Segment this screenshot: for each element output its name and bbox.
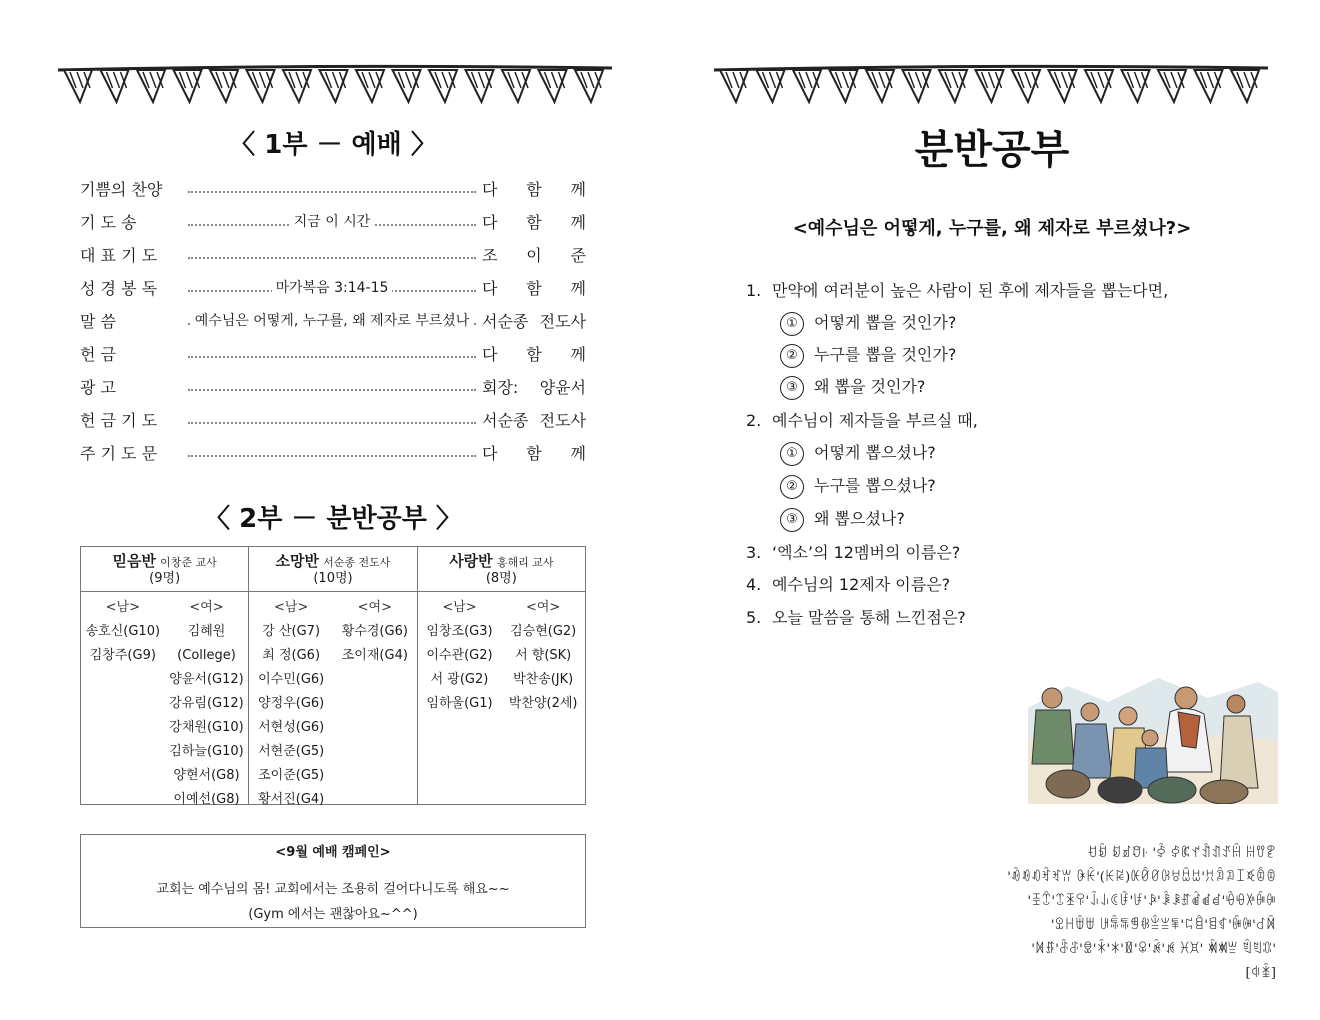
male-label: <남>	[105, 600, 140, 615]
order-row	[80, 306, 586, 334]
female-column	[501, 596, 585, 804]
student-name: 박찬송(JK)	[513, 672, 574, 687]
male-column	[81, 596, 165, 804]
campaign-line-2: (Gym 에서는 괜찮아요~^^)	[248, 907, 418, 922]
question-2: 2. 예수님이 제자들을 부르실 때,	[746, 411, 978, 430]
student-name: 양정우(G6)	[258, 696, 325, 711]
worship-title: 〈 1부 － 예배 〉	[229, 130, 437, 160]
order-leader: 조 이 준	[482, 245, 586, 265]
student-name: 송호신(G10)	[85, 624, 161, 639]
student-name: 황수경(G6)	[341, 624, 408, 639]
order-leader: 다 함 께	[482, 278, 586, 298]
class-table	[80, 546, 586, 805]
order-row	[80, 240, 586, 268]
bible-verse: ꀀꀁ ꀂꀃꀄ꜏ 'ꀅ ꀆꀇꀈꀉꀊꀋꀌ ꀍꀎꀏ 'ꀐꀑꀒꀓꀔꀕ ꀖꀗ'(ꀘꀙ)ꀚꀛꀜꀝꀞꀟꀠ'ꀡꀢꀣꀤꀥꀦꀧ 'ꀨꀩ'ꀪꀫꀬ'ꀭꀮꀯꀰ'ꀱ'ꀲ'ꀳꀴꀵꀶꀷꀸ'ꀹꀺꀻꀼꀽ 'ꀾꀿꁀꁁ ꁂꁃꁄꁅꁆꁇꁈꁉ'ꁊꁋ'ꁌꁍ'ꁎꁏ'ꁐꁑ 'ꁒꁓ'ꁔꁕ'ꁖ'ꁗ'ꁘ'ꁙ'ꁚ'ꁛ'ꁜ ꁝꁞ' ꁟꁠꁡ ꁢꁣꁤ' [ꁥꁦ]	[1007, 846, 1276, 981]
order-item: 헌 금	[80, 344, 116, 364]
question-2-sub-3: ③ 왜 뽑으셨나?	[780, 506, 905, 532]
campaign-title: <9월 예배 캠페인>	[275, 845, 391, 860]
student-name: 조이준(G5)	[258, 768, 325, 783]
order-row	[80, 174, 586, 202]
order-row	[80, 273, 586, 301]
class-members-love	[417, 592, 585, 805]
class-study-title: 〈 2부 － 분반공부 〉	[204, 504, 462, 534]
order-item: 주 기 도 문	[80, 443, 158, 463]
student-name: 이수민(G6)	[258, 672, 325, 687]
class-members-hope	[249, 592, 417, 805]
question-1: 1. 만약에 여러분이 높은 사람이 된 후에 제자들을 뽑는다면,	[746, 281, 1169, 300]
order-leader: 다 함 께	[482, 212, 586, 232]
male-column	[418, 596, 502, 804]
order-row	[80, 405, 586, 433]
order-item: 대 표 기 도	[80, 245, 158, 265]
order-item: 헌 금 기 도	[80, 410, 158, 430]
order-item: 말 씀	[80, 311, 116, 331]
order-row	[80, 339, 586, 367]
female-label: <여>	[357, 600, 392, 615]
lesson-subtitle: <예수님은 어떻게, 누구를, 왜 제자로 부르셨나?>	[792, 218, 1192, 239]
student-name: 서 향(SK)	[515, 648, 572, 663]
order-leader: 다 함 께	[482, 344, 586, 364]
question-1-sub-3: ③ 왜 뽑을 것인가?	[780, 374, 925, 400]
order-row	[80, 372, 586, 400]
order-leader: 서순종 전도사	[482, 311, 586, 331]
female-label: <여>	[189, 600, 224, 615]
order-row	[80, 438, 586, 466]
question-3: 3. ‘엑소’의 12멤버의 이름은?	[746, 543, 961, 562]
question-1-sub-1: ① 어떻게 뽑을 것인가?	[780, 310, 956, 336]
student-name: 임하울(G1)	[426, 696, 493, 711]
order-leader: 다 함 께	[482, 179, 586, 199]
male-label: <남>	[442, 600, 477, 615]
student-name: 강유림(G12)	[169, 696, 244, 711]
question-2-sub-1: ① 어떻게 뽑으셨나?	[780, 440, 936, 466]
student-name: 양현서(G8)	[173, 768, 240, 783]
order-detail: 마가복음 3:14-15	[272, 277, 393, 297]
question-1-sub-2: ② 누구를 뽑을 것인가?	[780, 342, 956, 368]
female-column	[165, 596, 249, 807]
student-name: 양윤서(G12)	[169, 672, 244, 687]
student-name: 이수관(G2)	[426, 648, 493, 663]
order-detail: 지금 이 시간	[290, 211, 375, 231]
campaign-box	[80, 834, 586, 928]
page-title: 분반공부	[914, 127, 1070, 173]
order-item: 성 경 봉 독	[80, 278, 158, 298]
student-name: 임창조(G3)	[426, 624, 493, 639]
bunting-right	[712, 62, 1272, 112]
class-header-love: 사랑반 홍해리 교사 (8명)	[417, 547, 585, 592]
student-name: 김창주(G9)	[89, 648, 156, 663]
male-column	[249, 596, 333, 807]
jesus-disciples-illustration	[1028, 668, 1278, 804]
student-name: 강 산(G7)	[262, 624, 321, 639]
order-leader: 서순종 전도사	[482, 410, 586, 430]
female-label: <여>	[525, 600, 561, 615]
student-name: 황서진(G4)	[258, 792, 325, 807]
male-label: <남>	[273, 600, 309, 615]
female-column	[333, 596, 417, 804]
student-name: 박찬양(2세)	[508, 696, 578, 711]
order-detail: 예수님은 어떻게, 누구를, 왜 제자로 부르셨나	[191, 310, 474, 330]
campaign-line-1: 교회는 예수님의 몸! 교회에서는 조용히 걸어다니도록 해요~~	[156, 882, 510, 897]
class-members-faith	[81, 592, 249, 805]
bunting-left	[56, 62, 616, 112]
order-item: 기 도 송	[80, 212, 137, 232]
student-name: 최 정(G6)	[262, 648, 321, 663]
student-name: 김하늘(G10)	[169, 744, 244, 759]
order-item: 기쁨의 찬양	[80, 179, 163, 199]
student-name: 서 광(G2)	[430, 672, 489, 687]
class-header-faith: 믿음반 이창준 교사 (9명)	[81, 547, 249, 592]
question-4: 4. 예수님의 12제자 이름은?	[746, 575, 951, 594]
order-leader: 다 함 께	[482, 443, 586, 463]
order-row	[80, 207, 586, 235]
class-header-hope: 소망반 서순종 전도사 (10명)	[249, 547, 417, 592]
student-name: 서현성(G6)	[258, 720, 325, 735]
question-5: 5. 오늘 말씀을 통해 느낀점은?	[746, 608, 966, 627]
student-name: 이예선(G8)	[173, 792, 240, 807]
student-name: 강채원(G10)	[169, 720, 244, 735]
student-name: 김승현(G2)	[510, 624, 577, 639]
order-item: 광 고	[80, 377, 116, 397]
student-name: 조이재(G4)	[341, 648, 408, 663]
student-name: 서현준(G5)	[258, 744, 325, 759]
question-2-sub-2: ② 누구를 뽑으셨나?	[780, 473, 936, 499]
order-leader: 회장: 양윤서	[482, 377, 586, 397]
student-name: 김혜원(College)	[177, 624, 236, 663]
